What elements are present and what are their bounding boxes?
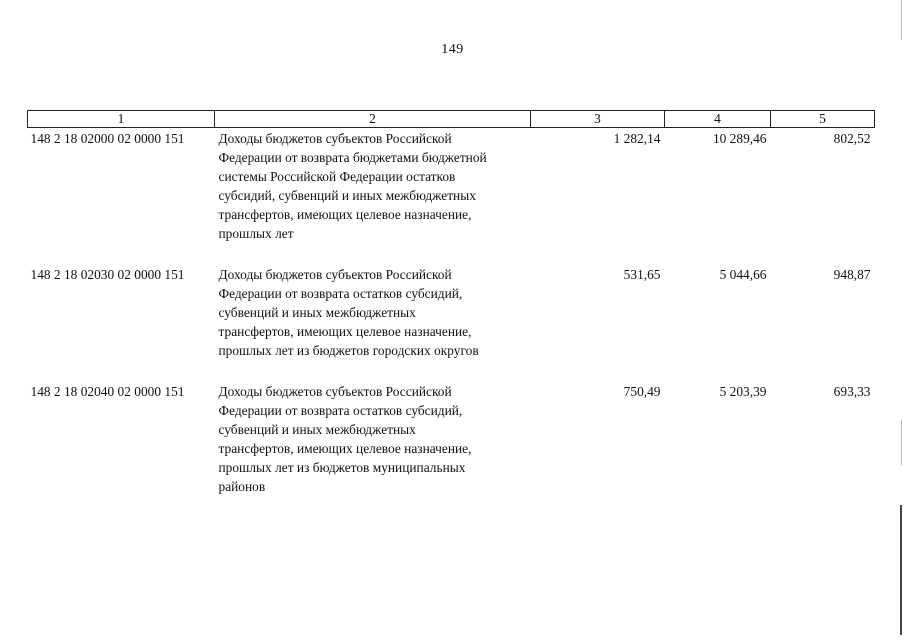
description-line: Доходы бюджетов субъектов Российской xyxy=(218,131,452,146)
description-line: Федерации от возврата бюджетами бюджетной xyxy=(218,150,487,165)
value-col4-cell: 10 289,46 xyxy=(712,131,767,146)
description-cell xyxy=(215,382,531,499)
column-header-4: 4 xyxy=(665,111,771,128)
description-line: районов xyxy=(218,479,266,494)
description-line: трансфертов, имеющих целевое назначение, xyxy=(218,324,472,339)
description-line: трансфертов, имеющих целевое назначение, xyxy=(218,207,472,222)
budget-code-cell: 148 2 18 02000 02 0000 151 xyxy=(30,131,185,146)
column-header-2: 2 xyxy=(215,111,531,128)
value-col3-cell: 1 282,14 xyxy=(613,131,661,146)
description-line: прошлых лет xyxy=(218,226,294,241)
budget-code-cell: 148 2 18 02030 02 0000 151 xyxy=(30,267,185,282)
description-line: Доходы бюджетов субъектов Российской xyxy=(218,384,452,399)
table-row xyxy=(28,265,875,382)
budget-table xyxy=(27,110,875,499)
column-header-5: 5 xyxy=(771,111,875,128)
description-line: трансфертов, имеющих целевое назначение, xyxy=(218,441,472,456)
description-line: субвенций и иных межбюджетных xyxy=(218,422,416,437)
description-cell xyxy=(215,265,531,382)
value-col3-cell: 750,49 xyxy=(623,384,661,399)
table-row xyxy=(28,382,875,499)
value-col5-cell: 693,33 xyxy=(833,384,871,399)
value-col5-cell: 802,52 xyxy=(833,131,871,146)
value-col3-cell: 531,65 xyxy=(623,267,661,282)
scan-edge-mark xyxy=(901,0,902,40)
description-line: прошлых лет из бюджетов муниципальных xyxy=(218,460,466,475)
value-col4-cell: 5 044,66 xyxy=(719,267,767,282)
description-line: Федерации от возврата остатков субсидий, xyxy=(218,286,463,301)
description-line: Федерации от возврата остатков субсидий, xyxy=(218,403,463,418)
budget-code-cell: 148 2 18 02040 02 0000 151 xyxy=(30,384,185,399)
value-col5-cell: 948,87 xyxy=(833,267,871,282)
column-header-1: 1 xyxy=(28,111,215,128)
description-line: Доходы бюджетов субъектов Российской xyxy=(218,267,452,282)
value-col4-cell: 5 203,39 xyxy=(719,384,767,399)
table-row xyxy=(28,128,875,266)
column-header-3: 3 xyxy=(531,111,665,128)
table-header-row xyxy=(28,111,875,128)
description-line: прошлых лет из бюджетов городских округов xyxy=(218,343,479,358)
scan-edge-mark xyxy=(900,505,902,635)
page-number: 149 xyxy=(441,42,464,57)
description-line: субсидий, субвенций и иных межбюджетных xyxy=(218,188,476,203)
description-line: системы Российской Федерации остатков xyxy=(218,169,456,184)
scan-edge-mark xyxy=(901,420,902,465)
description-cell xyxy=(215,128,531,266)
description-line: субвенций и иных межбюджетных xyxy=(218,305,416,320)
